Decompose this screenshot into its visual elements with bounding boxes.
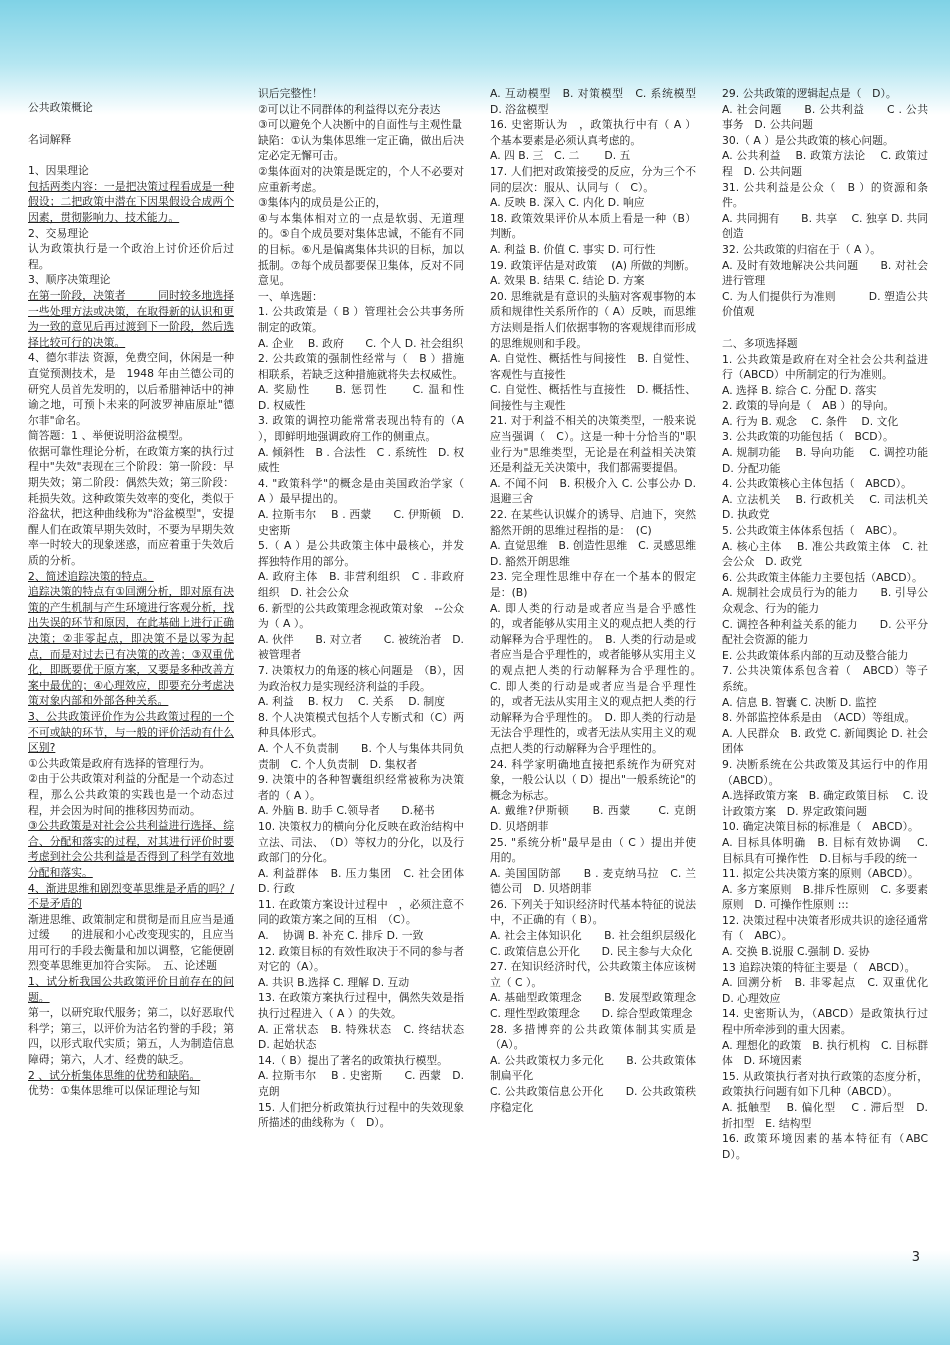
text-line: 21. 对于利益不相关的决策类型，一般来说应当强调（ C）。这是一种十分恰当的"职业行为"思维类型，无论是在利益相关决策还是利益无关决策中，我们都需要提倡。 — [490, 414, 696, 475]
text-line: A. 正常状态 B. 特殊状态 C. 终结状态 D. 起始状态 — [258, 1022, 475, 1052]
text-line: 4. 公共政策核心主体包括（ ABCD）。 — [722, 477, 912, 491]
text-line: A. 基础型政策理念 B. 发展型政策理念 C. 理性型政策理念 D. 综合型政策理念 — [490, 991, 707, 1021]
text-line: A. 规制功能 B. 导向功能 C. 调控功能 D. 分配功能 — [722, 446, 939, 475]
text-line — [28, 116, 234, 132]
text-line: C. 公共政策信息公开化 D. 公共政策秩序稳定化 — [490, 1085, 696, 1114]
text-line: A. 抵触型 B. 偏化型 C . 滞后型 D. 折扣型 E. 结构型 — [722, 1101, 928, 1130]
text-line: A. 企业 B. 政府 C. 个人 D. 社会组织 — [258, 336, 464, 350]
text-line: A. 外脑 B. 助手 C.领导者 D.秘书 — [258, 804, 435, 818]
text-line: 16. 史密斯认为 ，政策执行中有（ A ）个基本要素是必须认真考虑的。 — [490, 118, 696, 147]
text-line: 24. 科学家明确地直接把系统作为研究对象，一般公认以（ D）提出"一般系统论"的概念为标志。 — [490, 757, 696, 802]
text-line: 依据可靠性理论分析，在政策方案的执行过程中"失效"表现在三个阶段：第一阶段：早期失效；第二阶段：偶然失效；第三阶段：耗损失效。这种政策失效率的变化，类似于浴盆状，把这种曲线称为"浴盆模型"，安提醒人们在政策早期失效时，不要为早期失效率一时较大的现象迷惑，而应着重于失效后质的分析。 — [28, 444, 234, 568]
text-line: 简答题：1 、举便说明浴盆模型。 — [28, 429, 190, 443]
text-line: A. 规制社会成员行为的能力 B. 引导公众观念、行为的能力 — [722, 586, 928, 615]
column-1 — [28, 84, 234, 1244]
text-line: 18. 政策效果评价从本质上看是一种（B）判断。 — [490, 211, 696, 241]
text-line: 26. 下列关于知识经济时代基本特征的说法中，不正确的有（ B）。 — [490, 897, 696, 927]
column-4 — [722, 86, 939, 1246]
text-line: 15. 从政策执行者对执行政策的态度分析，政策执行问题有如下几种（ABCD）。 — [722, 1069, 928, 1099]
text-line: 13. 在政策方案执行过程中，偶然失效是指执行过程进入（ A ）的失效。 — [258, 991, 464, 1021]
text-line: 1. 公共政策是（ B ）管理社会公共事务所制定的政策。 — [258, 305, 464, 334]
text-line: A. 伙伴 B. 对立者 C. 被统治者 D. 被管理者 — [258, 632, 464, 662]
text-line: 16. 政策环境因素的基本特征有（ABCD）。 — [722, 1132, 928, 1161]
text-line: 31. 公共利益是公众（ B ）的资源和条件。 — [722, 180, 928, 210]
text-line — [28, 147, 234, 163]
text-line: 11. 在政策方案设计过程中 ，必须注意不同的政策方案之间的互相 （C）。 — [258, 897, 464, 927]
text-line: A. 个人不负责制 B. 个人与集体共同负责制 C. 个人负责制 D. 集权者 — [258, 741, 464, 771]
text-line: 2、交易理论 — [28, 226, 89, 240]
text-line: A. 利益群体 B. 压力集团 C. 社会团体 D. 行政 — [258, 866, 464, 896]
text-line: 12. 政策目标的有效性取决于不同的参与者对它的（A）。 — [258, 944, 464, 974]
text-line: 3. 公共政策的功能包括（ BCD）。 — [722, 430, 894, 444]
text-line: 3、公共政策评价作为公共政策过程的一个不可或缺的环节，与一般的评价活动有什么区别? — [28, 709, 234, 755]
text-line: A. 共同拥有 B. 共享 C. 独享 D. 共同创造 — [722, 211, 928, 241]
text-line: 27. 在知识经济时代，公共政策主体应该树立（ C ）。 — [490, 960, 696, 989]
text-line: A. 四 B. 三 C. 二 D. 五 — [490, 149, 631, 163]
text-line: 2. 公共政策的强制性经常与（ B ）措施相联系，若缺乏这种措施就将失去权威性。 — [258, 352, 464, 381]
text-line: 13 追踪决策的特征主要是（ ABCD）。 — [722, 960, 916, 974]
text-line: A. 回溯分析 B. 非零起点 C. 双重优化 D. 心理效应 — [722, 976, 939, 1005]
text-line: ①公共政策是政府有选择的管理行为。 — [28, 756, 211, 770]
text-line: A. 互动模型 B. 对策模型 C. 系统模型 D. 浴盆模型 — [490, 87, 696, 116]
text-line: 名词解释 — [28, 132, 72, 146]
text-line: A. 及时有效地解决公共问题 B. 对社会进行管理 — [722, 258, 928, 288]
text-line: A. 公共政策权力多元化 B. 公共政策体制扁平化 — [490, 1053, 696, 1083]
text-line: A. 美国国防部 B . 麦克纳马拉 C. 兰德公司 D. 贝塔朗菲 — [490, 866, 696, 896]
text-line: A. 直觉思维 B. 创造性思维 C. 灵感思维 D. 豁然开朗思维 — [490, 539, 707, 568]
text-line: 8. 外部监控体系是由 （ACD）等组成。 — [722, 711, 916, 725]
page-footer-wave — [0, 1250, 950, 1345]
text-line: 第一，以研究取代服务；第二，以好恶取代科学；第三，以评价为沽名钓誉的手段；第四，以形式取代实质；第五，人为制造信息障碍；第六，人才、经费的缺乏。 — [28, 1006, 234, 1067]
text-line: 1、因果理论 — [28, 164, 89, 178]
text-line: 认为政策执行是一个政治上讨价还价后过程。 — [28, 242, 234, 271]
text-line: 4. "政策科学"的概念是由美国政治学家（ A ）最早提出的。 — [258, 476, 464, 506]
text-line: ②集体面对的决策是既定的，个人不必要对应重新考虑。 — [258, 164, 464, 194]
text-line: ④与本集体相对立的一点是软弱、无道理的。⑤自个成员要对集体忠诚，不能有不同的目标。⑥凡是偏离集体共识的目标，加以抵制。⑦每个成员都要保卫集体，反对不同意见。 — [258, 211, 464, 288]
text-line: A. 核心主体 B. 准公共政策主体 C. 社会公众 D. 政党 — [722, 539, 928, 569]
text-line: A. 社会问题 B. 公共利益 C . 公共事务 D. 公共问题 — [722, 102, 928, 132]
text-line: 30.（ A ）是公共政策的核心问题。 — [722, 133, 894, 147]
text-line: 识后完整性！ — [258, 87, 323, 100]
text-line: 5.（ A ）是公共政策主体中最核心，并发挥独特作用的部分。 — [258, 539, 464, 568]
text-line: A. 目标具体明确 B. 目标有效协调 C. 目标具有可操作性 D.目标与手段的统一 — [722, 835, 928, 865]
text-line: A.选择政策方案 B. 确定政策目标 C. 设计政策方案 D. 界定政策问题 — [722, 789, 928, 818]
text-line: 一、单选题： — [258, 289, 323, 303]
text-line — [28, 84, 234, 100]
text-line: 15. 人们把分析政策执行过程中的失效现象所描述的曲线称为（ D）。 — [258, 1100, 464, 1130]
text-line: A. 即人类的行动是或者应当是合乎感性的，或者能够从实用主义的观点把人类的行动解释为合乎理性的。 B. 人类的行动是或者应当是合乎理性的，或者能够从实用主义的观点把人类的行动解释为合乎理性的。 C. 即人类的行动是或者应当是合乎理性的，或者无法从实用主义的观点把人类的行动解释为合乎理性的。 D. 即人类的行动是无法合乎理性的，或者无法从实用主义的观点把人类的行动解释为合乎理性的。 — [490, 601, 707, 755]
text-line: A. 信息 B. 智囊 C. 决断 D. 监控 — [722, 695, 877, 709]
text-line: 7. 决策权力的角逐的核心问题是 （B），因为政治权力是实现经济利益的手段。 — [258, 663, 464, 693]
text-line: 14. 史密斯认为，（ABCD）是政策执行过程中所牵涉到的重大因素。 — [722, 1007, 928, 1037]
text-line: ③公共政策是对社会公共利益进行选择、综合、分配和落实的过程，对其进行评价时要考虑到社会公共利益是否得到了科学有效地分配和落实。 — [28, 819, 234, 879]
text-line: 11. 拟定公共决策方案的原则（ABCD）。 — [722, 867, 919, 881]
text-line: A. 协调 B. 补充 C. 排斥 D. 一致 — [258, 929, 424, 943]
text-line: 1、试分析我国公共政策评价目前存在的问题。 — [28, 975, 234, 1004]
text-line: 7. 公共决策体系包含着（ ABCD）等子系统。 — [722, 664, 928, 693]
text-line: 25. "系统分析"最早是由（ C ）提出并使用的。 — [490, 835, 696, 865]
text-line: A. 拉斯韦尔 B . 史密斯 C. 西蒙 D. 克朗 — [258, 1069, 464, 1098]
text-line: ③集体内的成员是公正的， — [258, 196, 387, 210]
text-line: 5. 公共政策主体体系包括（ ABC）。 — [722, 524, 904, 538]
text-line: A. 立法机关 B. 行政机关 C. 司法机关 D. 执政党 — [722, 492, 939, 522]
text-line: A. 效果 B. 结果 C. 结论 D. 方案 — [490, 274, 645, 288]
text-line: 2. 政策的导向是（ AB ）的导向。 — [722, 399, 895, 413]
text-line: A. 理想化的政策 B. 执行机构 C. 目标群体 D. 环境因素 — [722, 1038, 928, 1068]
text-line: 优势：①集体思维可以保证理论与知 — [28, 1084, 200, 1098]
text-line: 缺陷：①认为集体思维一定正确，做出后决定必定无懈可击。 — [258, 133, 464, 163]
text-line: 9. 决策中的各种智囊组织经常被称为决策者的（ A ）。 — [258, 773, 464, 802]
text-line: 二、多项选择题 — [722, 336, 798, 350]
text-line: A. 社会主体知识化 B. 社会组织层级化 C. 政策信息公开化 D. 民主参与大众化 — [490, 929, 707, 958]
text-line: 8. 个人决策模式包括个人专断式和（C）两种具体形式。 — [258, 710, 464, 740]
text-line: C. 为人们提供行为准则 D. 塑造公共价值观 — [722, 289, 928, 319]
text-line: 10. 决策权力的横向分化反映在政治结构中立法、司法、 （D）等权力的分化，以及行政部门的分化。 — [258, 819, 464, 865]
text-line: 4、德尔菲法 资源，免费空间，休闲是一种直觉预测技术，是 1948 年由兰德公司的研究人员首先发明的，以后希腊神话中的神谕之地，可预卜未来的阿波罗神庙原址"德尔菲"命名。 — [28, 351, 234, 427]
text-line: 6. 新型的公共政策理念视政策对象 --公众为（ A ）。 — [258, 601, 464, 631]
text-line: 17. 人们把对政策接受的反应，分为三个不同的层次：服从、认同与（ C）。 — [490, 164, 696, 194]
text-line: C. 自觉性、概括性与直接性 D. 概括性、间接性与主观性 — [490, 383, 696, 412]
text-line: 19. 政策评估是对政策 (A) 所做的判断。 — [490, 258, 696, 272]
text-line: 12. 决策过程中决策者形成共识的途径通常有（ ABC）。 — [722, 913, 928, 943]
text-line: A. 不闻不问 B. 积极介入 C. 公事公办 D. 退避三舍 — [490, 476, 696, 506]
text-line: A. 公共利益 B. 政策方法论 C. 政策过程 D. 公共问题 — [722, 149, 928, 178]
text-line: A. 奖励性 B. 惩罚性 C. 温和性 D. 权威性 — [258, 383, 486, 412]
text-line: 3、顺序决策理论 — [28, 273, 111, 287]
text-line: 29. 公共政策的逻辑起点是（ D）。 — [722, 87, 897, 100]
column-2 — [258, 86, 486, 1246]
text-line: E. 公共政策体系内部的互动及整合能力 — [722, 648, 909, 662]
text-line: ②由于公共政策对利益的分配是一个动态过程，那么公共政策的实践也是一个动态过程，并会因为时间的推移因势而动。 — [28, 772, 234, 817]
page-number: 3 — [911, 1250, 920, 1265]
text-line: A. 倾斜性 B . 合法性 C . 系统性 D. 权威性 — [258, 445, 464, 475]
text-line: 2、简述追踪决策的特点。 — [28, 569, 154, 583]
column-3 — [490, 86, 718, 1246]
text-line: A. 交换 B.说服 C.强制 D. 妥协 — [722, 945, 870, 959]
text-line: A. 政府主体 B. 非营利组织 C . 非政府组织 D. 社会公众 — [258, 570, 464, 599]
text-line: 22. 在某些认识媒介的诱导、启迪下，突然豁然开朗的思维过程指的是： (C) — [490, 508, 696, 537]
text-line: A. 自觉性、概括性与间接性 B. 自觉性、客观性与直接性 — [490, 352, 696, 381]
text-line: A. 利益 B. 权力 C. 关系 D. 制度 — [258, 695, 445, 709]
text-line: 渐进思维、政策制定和贯彻是而且应当是通过缓 的进展和小心改变现实的，且应当用可行的手段去衡量和加以调整，它能便剧烈变革思维更加符合实际。 五、论述题 — [28, 912, 234, 973]
text-line: 14.（ B）提出了著名的政策执行模型。 — [258, 1053, 448, 1067]
text-line: A. 拉斯韦尔 B . 西蒙 C. 伊斯顿 D. 史密斯 — [258, 508, 464, 537]
text-line: 4、渐进思维和剧烈变革思维是矛盾的吗？/ 不是矛盾的 — [28, 881, 234, 911]
text-line: A. 行为 B. 观念 C. 条件 D. 文化 — [722, 414, 899, 428]
text-line: 10. 确定决策目标的标准是（ ABCD）。 — [722, 820, 919, 834]
text-line: A. 选择 B. 综合 C. 分配 D. 落实 — [722, 383, 877, 397]
text-line: A. 共识 B.选择 C. 理解 D. 互动 — [258, 975, 410, 989]
text-line: 6. 公共政策主体能力主要包括（ABCD）。 — [722, 570, 923, 584]
text-line: A. 多方案原则 B.排斥性原则 C. 多要素原则 D. 可操作性原则 ::: — [722, 882, 928, 912]
text-line: 20. 思维就是有意识的头脑对客观事物的本质和规律性关系所作的（ A）反映，而思维方法则是指人们依据事物的客观规律而形成的思维规则和手段。 — [490, 289, 696, 350]
text-line: 28. 多措博弈的公共政策体制其实质是（A）。 — [490, 1022, 696, 1052]
text-line: A. 戴维?伊斯顿 B. 西蒙 C. 克朗 D. 贝塔朗菲 — [490, 804, 718, 833]
text-line: A. 利益 B. 价值 C. 事实 D. 可行性 — [490, 242, 656, 256]
text-line: 追踪决策的特点有①回溯分析，即对原有决策的产生机制与产生环境进行客观分析，找出失误的环节和原因，在此基础上进行正确决策；②非零起点，即决策不是以零为起点，而是对过去已有决策的改善；③双重优化，即既要优于原方案，又要是多种改善方案中最优的；④心理效应，即要充分考虑决策对象内部和外部各种关系。 — [28, 585, 234, 708]
text-line: C. 调控各种利益关系的能力 D. 公平分配社会资源的能力 — [722, 617, 928, 647]
text-line: 32. 公共政策的归宿在于（ A ）。 — [722, 242, 882, 256]
text-line: 1. 公共政策是政府在对全社会公共利益进行（ABCD）中所制定的行为准则。 — [722, 352, 928, 382]
text-line — [722, 320, 928, 336]
text-line: ②可以让不同群体的利益得以充分表达 — [258, 102, 441, 116]
text-line: 23. 完全理性思维中存在一个基本的假定是：(B) — [490, 570, 696, 599]
text-line: 2 、试分析集体思维的优势和缺陷。 — [28, 1068, 201, 1082]
text-line: 公共政策概论 — [28, 101, 93, 114]
text-line: A. 人民群众 B. 政党 C. 新闻舆论 D. 社会团体 — [722, 726, 928, 756]
text-line: 3. 政策的调控功能常常表现出特有的（A ），即鲜明地强调政府工作的侧重点。 — [258, 414, 464, 444]
text-line: ③可以避免个人决断中的自面性与主观性量 — [258, 118, 463, 132]
text-line: 在第一阶段，决策者 同时较多地选择一些处理方法或决策，在取得新的认识和更为一致的意见后再过渡到下一阶段，然后选择比较可行的决策。 — [28, 288, 234, 349]
text-line: 9. 决断系统在公共政策及其运行中的作用（ABCD）。 — [722, 757, 928, 787]
text-line: 包括两类内容：一是把决策过程看成是一种假设；二把政策中潜在下因果假设合成两个因素，贯彻影响力、技术能力。 — [28, 179, 234, 224]
text-line: A. 反映 B. 深入 C. 内化 D. 响应 — [490, 196, 645, 210]
